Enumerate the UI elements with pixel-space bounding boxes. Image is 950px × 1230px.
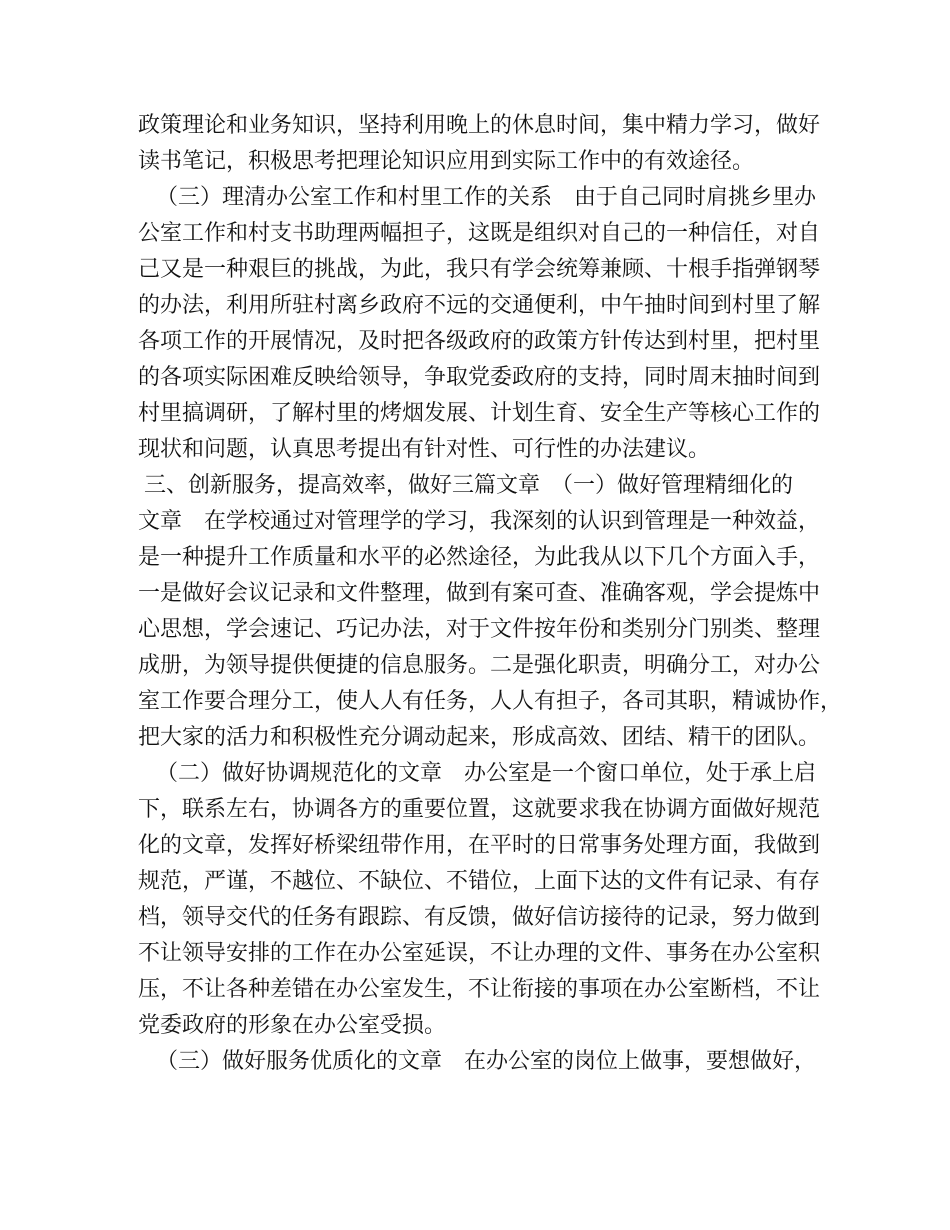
text-line: 的各项实际困难反映给领导，争取党委政府的支持，同时周末抽时间到 bbox=[138, 365, 821, 390]
text-line: 档，领导交代的任务有跟踪、有反馈，做好信访接待的记录，努力做到 bbox=[138, 905, 821, 930]
text-line: 室工作要合理分工，使人人有任务，人人有担子，各司其职，精诚协作， bbox=[138, 689, 843, 714]
text-line: 把大家的活力和积极性充分调动起来，形成高效、团结、精干的团队。 bbox=[138, 725, 821, 750]
text-line: 读书笔记，积极思考把理论知识应用到实际工作中的有效途径。 bbox=[138, 149, 755, 174]
text-line: 不让领导安排的工作在办公室延误，不让办理的文件、事务在办公室积 bbox=[138, 941, 821, 966]
text-line: 政策理论和业务知识，坚持利用晚上的休息时间，集中精力学习，做好 bbox=[138, 113, 821, 138]
text-line: 化的文章，发挥好桥梁纽带作用，在平时的日常事务处理方面，我做到 bbox=[138, 833, 821, 858]
text-line: 心思想，学会速记、巧记办法，对于文件按年份和类别分门别类、整理 bbox=[138, 617, 821, 642]
text-line: 三、创新服务，提高效率，做好三篇文章 （一）做好管理精细化的 bbox=[144, 473, 794, 498]
text-line: 文章 在学校通过对管理学的学习，我深刻的认识到管理是一种效益， bbox=[138, 509, 821, 534]
text-line: 己又是一种艰巨的挑战，为此，我只有学会统筹兼顾、十根手指弹钢琴 bbox=[138, 257, 821, 282]
text-line: 公室工作和村支书助理两幅担子，这既是组织对自己的一种信任，对自 bbox=[138, 221, 821, 246]
text-line: 一是做好会议记录和文件整理，做到有案可查、准确客观，学会提炼中 bbox=[138, 581, 821, 606]
text-line: 村里搞调研，了解村里的烤烟发展、计划生育、安全生产等核心工作的 bbox=[138, 401, 821, 426]
text-line: （三）理清办公室工作和村里工作的关系 由于自己同时肩挑乡里办 bbox=[156, 185, 817, 210]
text-line: （三）做好服务优质化的文章 在办公室的岗位上做事，要想做好， bbox=[156, 1049, 817, 1074]
text-line: 党委政府的形象在办公室受损。 bbox=[138, 1013, 447, 1038]
text-line: 压，不让各种差错在办公室发生，不让衔接的事项在办公室断档，不让 bbox=[138, 977, 821, 1002]
text-line: 是一种提升工作质量和水平的必然途径，为此我从以下几个方面入手， bbox=[138, 545, 821, 570]
text-line: 下，联系左右，协调各方的重要位置，这就要求我在协调方面做好规范 bbox=[138, 797, 821, 822]
text-line: 规范，严谨，不越位、不缺位、不错位，上面下达的文件有记录、有存 bbox=[138, 869, 821, 894]
text-line: 现状和问题，认真思考提出有针对性、可行性的办法建议。 bbox=[138, 437, 711, 462]
text-line: （二）做好协调规范化的文章 办公室是一个窗口单位，处于承上启 bbox=[156, 761, 817, 786]
text-line: 成册，为领导提供便捷的信息服务。二是强化职责，明确分工，对办公 bbox=[138, 653, 821, 678]
text-line: 各项工作的开展情况，及时把各级政府的政策方针传达到村里，把村里 bbox=[138, 329, 821, 354]
text-line: 的办法，利用所驻村离乡政府不远的交通便利，中午抽时间到村里了解 bbox=[138, 293, 821, 318]
